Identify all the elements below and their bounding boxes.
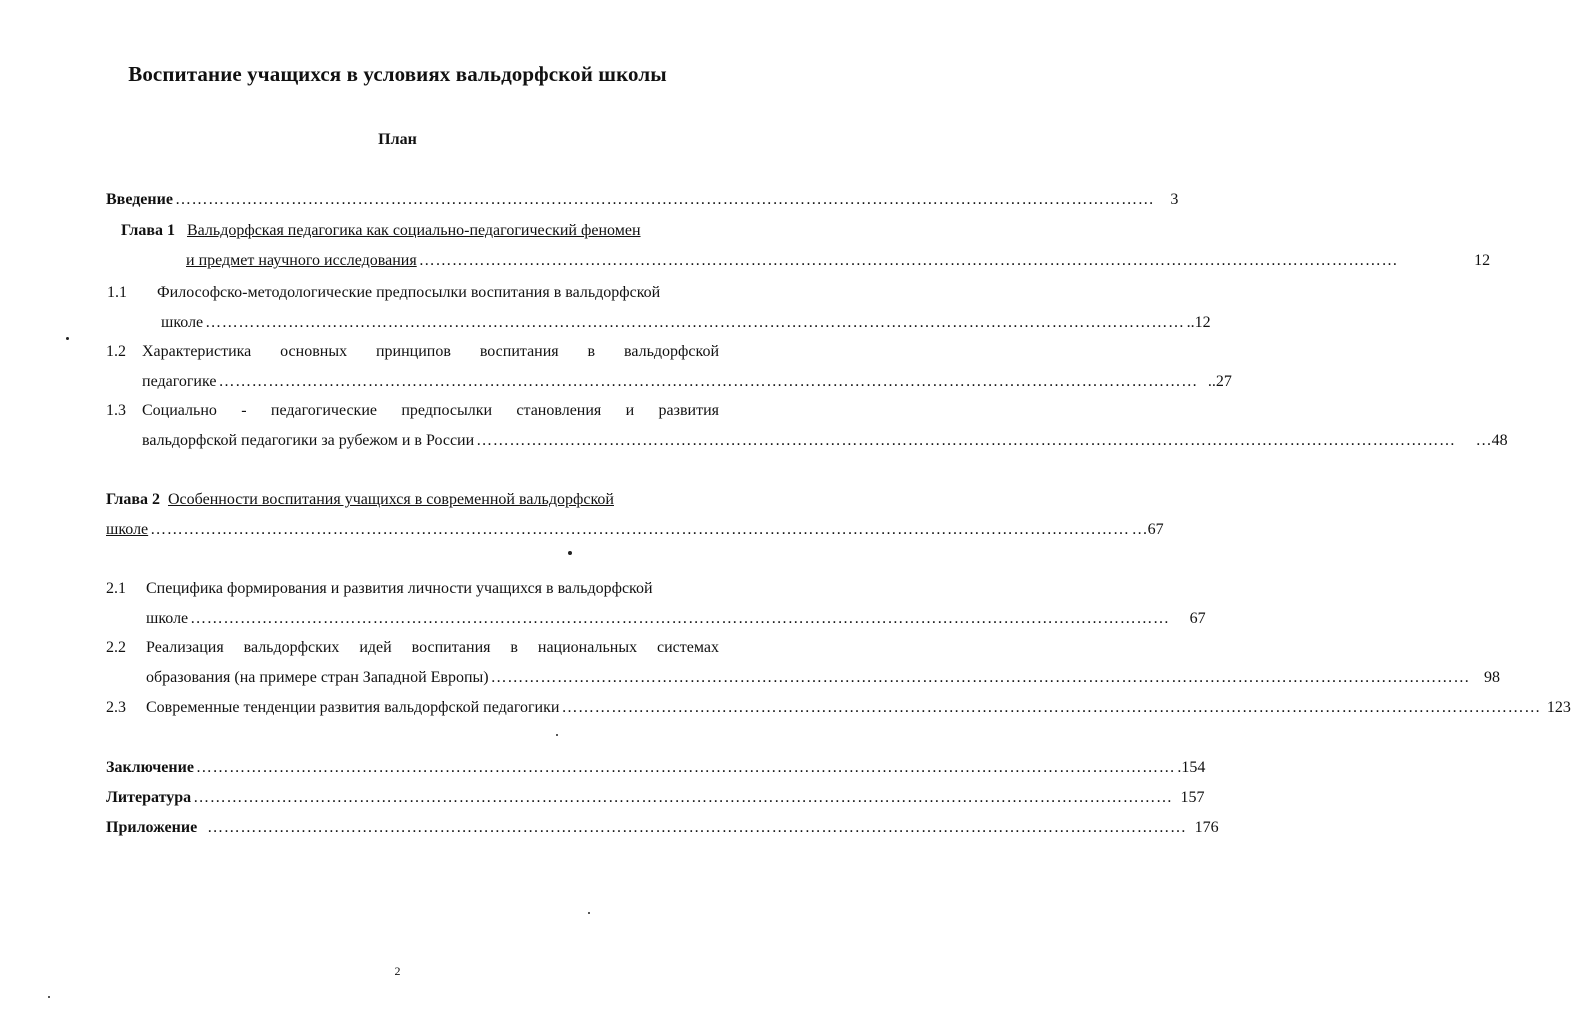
toc-chapter2-label: Глава 2 — [106, 491, 160, 508]
word: вальдорфских — [243, 639, 340, 656]
word: и — [625, 402, 635, 419]
word: воспитания — [479, 343, 559, 360]
toc-chapter1-page: 12 — [1474, 252, 1491, 269]
word: Реализация — [146, 639, 224, 656]
word: в — [587, 343, 596, 360]
word: Социально — [142, 402, 217, 419]
document-title: Воспитание учащихся в условиях вальдорфской школы — [128, 62, 667, 86]
toc-s12-number: 1.2 — [106, 343, 126, 360]
toc-s11-number: 1.1 — [107, 284, 127, 301]
toc-chapter1-line1 — [121, 221, 721, 241]
toc-intro — [106, 190, 1179, 210]
leader-dots: …………………………………………………………………………………………………………………………………………………………… — [476, 432, 1456, 449]
toc-s21-line2-text: школе — [146, 610, 189, 627]
word: педагогические — [270, 402, 377, 419]
toc-chapter2-page: …67 — [1131, 521, 1164, 538]
word: в — [510, 639, 518, 656]
word: вальдорфской — [624, 343, 719, 360]
leader-dots: …………………………………………………………………………………………………………………………………………………………… — [561, 699, 1541, 716]
scan-speck — [48, 996, 50, 998]
toc-chapter2-line1 — [106, 490, 706, 510]
toc-s23-page: 123 — [1546, 699, 1571, 716]
toc-s23-line1-text: Современные тенденции развития вальдорфской педагогики — [146, 699, 560, 716]
word: принципов — [375, 343, 451, 360]
page-number: 2 — [394, 964, 401, 978]
toc-s21-number: 2.1 — [106, 580, 126, 597]
toc-s12-line1 — [142, 342, 719, 362]
toc-literature-label: Литература — [106, 789, 192, 806]
toc-chapter1-line2 — [186, 251, 1491, 271]
toc-s11-line2 — [161, 313, 1211, 333]
word: развития — [658, 402, 719, 419]
leader-dots: …………………………………………………………………………………………………………………………………………………………… — [190, 610, 1170, 627]
leader-dots: …………………………………………………………………………………………………………………………………………………………… — [418, 252, 1399, 269]
leader-dots: …………………………………………………………………………………………………………………………………………………………… — [174, 191, 1155, 208]
toc-s13-line2-text: вальдорфской педагогики за рубежом и в России — [142, 432, 475, 449]
leader-dots: …………………………………………………………………………………………………………………………………………………………… — [205, 314, 1185, 331]
word: системах — [657, 639, 719, 656]
toc-conclusion-page: .154 — [1177, 759, 1206, 776]
toc-conclusion — [106, 758, 1206, 778]
word: предпосылки — [401, 402, 493, 419]
toc-s21-page: 67 — [1189, 610, 1206, 627]
toc-chapter2-title-line1: Особенности воспитания учащихся в современной вальдорфской — [168, 491, 614, 508]
toc-s12-line2-text: педагогике — [142, 373, 217, 390]
toc-s13-number: 1.3 — [106, 402, 126, 419]
scan-speck — [556, 734, 558, 736]
scan-speck — [588, 912, 590, 914]
leader-dots: …………………………………………………………………………………………………………………………………………………………… — [150, 521, 1130, 538]
leader-dots: …………………………………………………………………………………………………………………………………………………………… — [193, 789, 1173, 806]
scan-speck — [66, 337, 69, 340]
toc-s22-number: 2.2 — [106, 639, 126, 656]
toc-s13-page: …48 — [1475, 432, 1508, 449]
toc-appendix-page: 176 — [1194, 819, 1219, 836]
leader-dots: …………………………………………………………………………………………………………………………………………………………… — [207, 819, 1187, 836]
toc-s22-line2 — [146, 668, 1501, 688]
leader-dots: …………………………………………………………………………………………………………………………………………………………… — [195, 759, 1176, 776]
toc-s23-line1 — [146, 698, 1571, 718]
word: основных — [280, 343, 348, 360]
toc-s12-line2 — [142, 372, 1232, 392]
toc-s11-line1: Философско-методологические предпосылки воспитания в вальдорфской — [157, 284, 661, 301]
word: национальных — [537, 639, 638, 656]
plan-heading: План — [378, 131, 417, 148]
toc-chapter2-line2 — [106, 520, 1164, 540]
word: идей — [359, 639, 392, 656]
toc-literature — [106, 788, 1205, 808]
toc-s21-line2 — [146, 609, 1206, 629]
leader-dots: …………………………………………………………………………………………………………………………………………………………… — [218, 373, 1198, 390]
toc-chapter2-title-line2: школе — [106, 521, 149, 538]
toc-s21-line1: Специфика формирования и развития личности учащихся в вальдорфской — [146, 580, 653, 597]
toc-s13-line2 — [142, 431, 1508, 451]
toc-intro-label: Введение — [106, 191, 173, 208]
word: воспитания — [411, 639, 491, 656]
toc-s22-line1 — [146, 638, 719, 658]
toc-appendix — [106, 818, 1219, 838]
scan-speck — [568, 551, 572, 555]
toc-s11-line2-text: школе — [161, 314, 204, 331]
toc-chapter1-label: Глава 1 — [121, 222, 175, 239]
toc-s22-line2-text: образования (на примере стран Западной Европы) — [146, 669, 489, 686]
toc-s22-page: 98 — [1484, 669, 1501, 686]
toc-s12-page: ..27 — [1207, 373, 1232, 390]
toc-chapter1-title-line2: и предмет научного исследования — [186, 252, 417, 269]
toc-s11-page: ..12 — [1186, 314, 1211, 331]
word: Характеристика — [142, 343, 252, 360]
toc-intro-page: 3 — [1170, 191, 1179, 208]
word: становления — [516, 402, 602, 419]
toc-appendix-label: Приложение — [106, 819, 198, 836]
toc-conclusion-label: Заключение — [106, 759, 194, 776]
leader-dots: …………………………………………………………………………………………………………………………………………………………… — [490, 669, 1471, 686]
toc-s23-number: 2.3 — [106, 699, 126, 716]
toc-s13-line1 — [142, 401, 719, 421]
toc-chapter1-title-line1: Вальдорфская педагогика как социально-педагогический феномен — [187, 222, 641, 239]
word: - — [241, 402, 247, 419]
toc-literature-page: 157 — [1180, 789, 1205, 806]
